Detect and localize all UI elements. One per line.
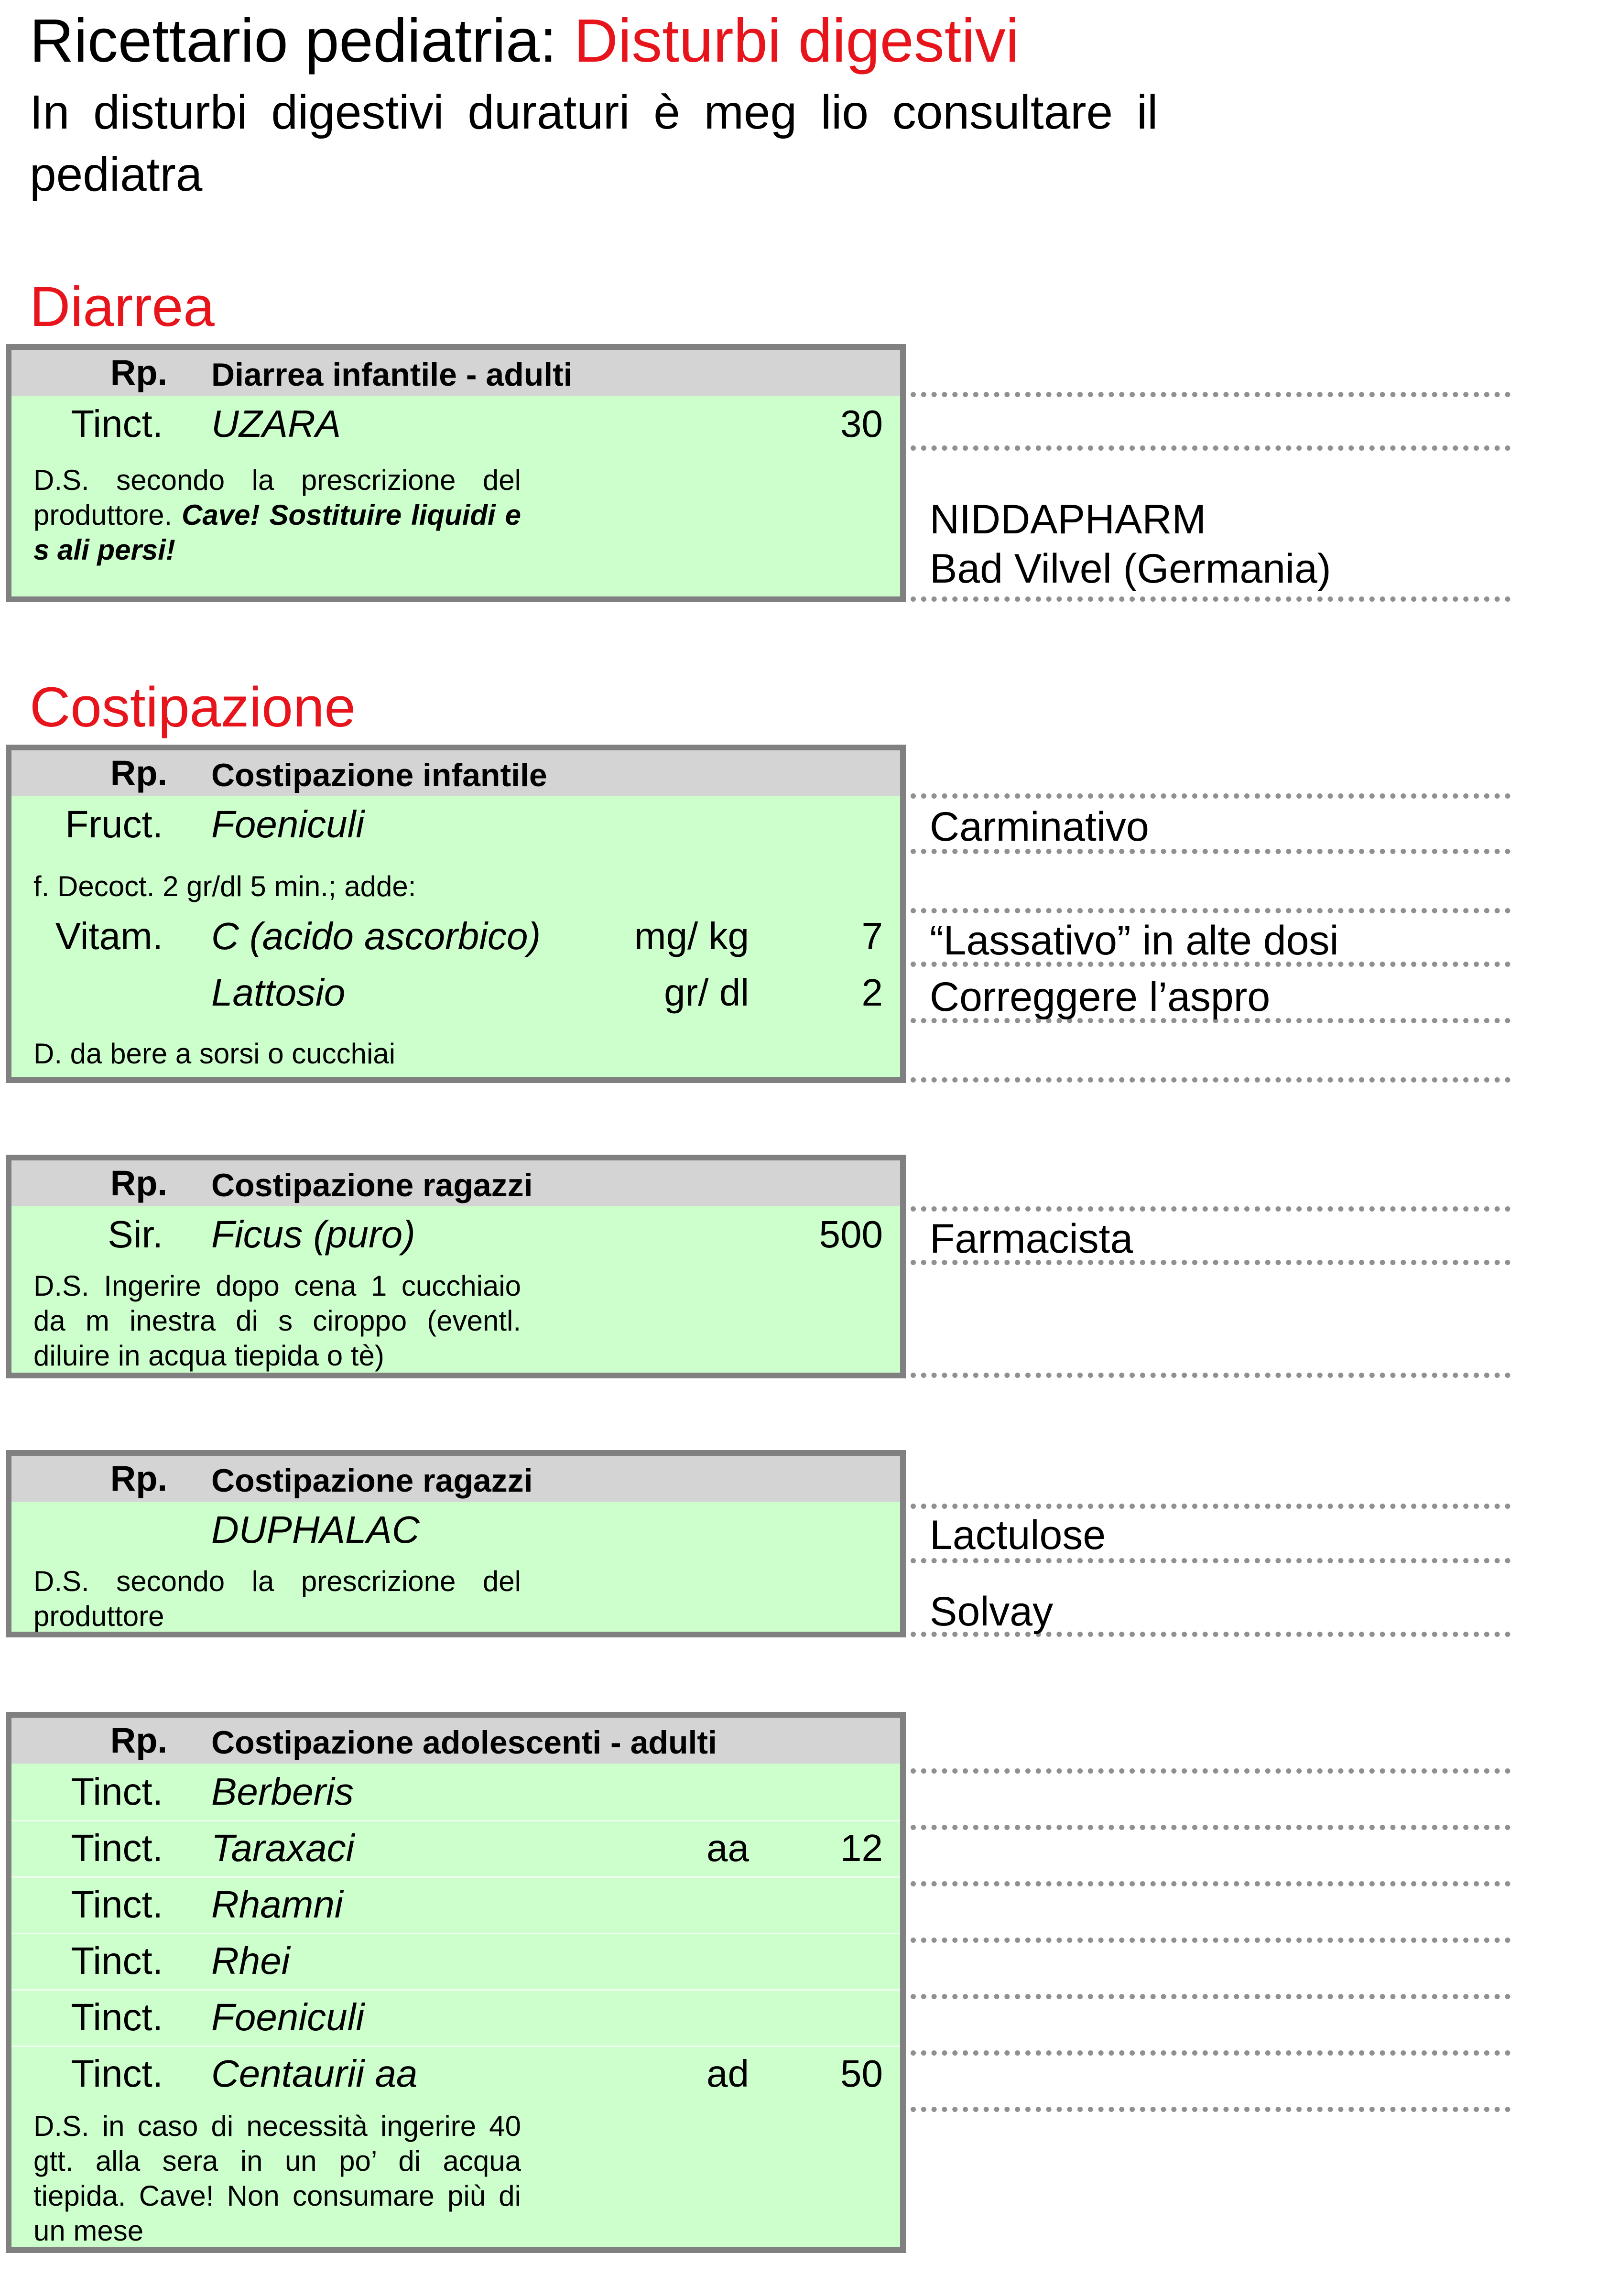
ingredient-form: Tinct. <box>71 1939 163 1982</box>
prescription-box-costipazione-infantile <box>6 745 906 1083</box>
section-heading-diarrea: Diarrea <box>30 275 215 338</box>
dotted-line <box>911 1504 1510 1509</box>
ingredient-form: Vitam. <box>55 915 163 957</box>
prescription-title: Costipazione adolescenti - adulti <box>211 1724 717 1761</box>
ingredient-quantity: 50 <box>840 2052 883 2095</box>
rp-label: Rp. <box>110 1721 167 1760</box>
dosage-note-text: D.S. secondo la prescrizione del produttore. <box>33 464 521 531</box>
side-note-carminative: Carminativo <box>930 804 1149 850</box>
dotted-line <box>911 2050 1510 2056</box>
prescription-box-costipazione-ragazzi-1 <box>6 1155 906 1378</box>
ingredient-name: DUPHALAC <box>211 1508 420 1551</box>
dotted-line <box>911 1206 1510 1212</box>
side-note-active-ingredient: Lactulose <box>930 1512 1106 1558</box>
side-note-laxative: “Lassativo” in alte dosi <box>930 918 1339 964</box>
side-note-taste: Correggere l’aspro <box>930 974 1271 1020</box>
page-title-topic: Disturbi digestivi <box>574 7 1020 75</box>
dotted-line <box>911 392 1510 397</box>
ingredient-name: Centaurii aa <box>211 2052 418 2095</box>
dosage-note: D.S. secondo la prescrizione del produttore <box>33 1565 521 1632</box>
side-note-manufacturer: Solvay <box>930 1589 1054 1635</box>
ingredient-row <box>11 1933 900 1991</box>
prescription-header <box>11 750 900 796</box>
section-heading-costipazione: Costipazione <box>30 676 356 739</box>
rp-label: Rp. <box>110 353 167 392</box>
ingredient-name: Berberis <box>211 1770 354 1813</box>
prescription-box-costipazione-ragazzi-2 <box>6 1450 906 1637</box>
ingredient-form: Tinct. <box>71 2052 163 2095</box>
ingredient-quantity: 12 <box>840 1827 883 1869</box>
ingredient-row <box>11 1876 900 1934</box>
ingredient-row <box>11 796 900 853</box>
dotted-line <box>911 1825 1510 1830</box>
prescription-box-costipazione-adolescenti <box>6 1712 906 2253</box>
prescription-box-diarrea <box>6 344 906 602</box>
ingredient-unit: gr/ dl <box>664 971 749 1014</box>
ingredient-name: Lattosio <box>211 971 346 1014</box>
dotted-line <box>911 596 1510 602</box>
dosage-note: D. da bere a sorsi o cucchiai <box>33 1038 396 1070</box>
ingredient-quantity: 30 <box>840 402 883 445</box>
prescription-title: Costipazione ragazzi <box>211 1167 533 1203</box>
ingredient-name: Foeniculi <box>211 803 365 845</box>
dotted-line <box>911 445 1510 451</box>
ingredient-form: Tinct. <box>71 1827 163 1869</box>
ingredient-name: UZARA <box>211 402 341 445</box>
ingredient-row <box>11 1764 900 1821</box>
dotted-line <box>911 1938 1510 1943</box>
rp-label: Rp. <box>110 753 167 793</box>
ingredient-quantity: 7 <box>861 915 883 957</box>
warning-text: Cave! Sostituire liquidi e s ali persi! <box>33 499 521 566</box>
ingredient-name: Rhei <box>211 1939 290 1982</box>
ingredient-unit: mg/ kg <box>634 915 749 957</box>
ingredient-form: Tinct. <box>71 1770 163 1813</box>
ingredient-name: Ficus (puro) <box>211 1213 415 1256</box>
ingredient-quantity: 500 <box>819 1213 883 1256</box>
ingredient-unit: aa <box>706 1827 749 1869</box>
prescription-title: Costipazione infantile <box>211 757 547 793</box>
dosage-note: D.S. Ingerire dopo cena 1 cucchiaio da m inestra di s ciroppo (eventl. diluire in acqua tiepida o tè) <box>33 1270 521 1372</box>
ingredient-row <box>11 1820 900 1878</box>
side-note-pharmacist: Farmacista <box>930 1216 1133 1262</box>
ingredient-form: Tinct. <box>71 402 163 445</box>
page-subtitle: In disturbi digestivi duraturi è meg lio consultare il pediatra <box>30 86 1158 201</box>
rp-label: Rp. <box>110 1163 167 1203</box>
prescription-title: Diarrea infantile - adulti <box>211 357 573 393</box>
dotted-line <box>911 1994 1510 1999</box>
dotted-line <box>911 1881 1510 1886</box>
dosage-note <box>33 463 521 567</box>
ingredient-form: Tinct. <box>71 1996 163 2038</box>
prescription-header <box>11 350 900 396</box>
prescription-header <box>11 1718 900 1764</box>
side-note-manufacturer: NIDDAPHARM <box>930 497 1206 542</box>
dosage-note: D.S. in caso di necessità ingerire 40 gtt. alla sera in un po’ di acqua tiepida. Cave! Non consumare più di un mese <box>33 2110 521 2247</box>
ingredient-form: Fruct. <box>65 803 163 845</box>
prescription-header <box>11 1160 900 1206</box>
page-title <box>30 3 1019 79</box>
ingredient-row <box>11 964 900 1021</box>
ingredient-unit: ad <box>706 2052 749 2095</box>
ingredient-form: Tinct. <box>71 1883 163 1926</box>
dotted-line <box>911 1373 1510 1378</box>
ingredient-row <box>11 1206 900 1263</box>
ingredient-row <box>11 1502 900 1558</box>
dotted-line <box>911 908 1510 913</box>
ingredient-name: Taraxaci <box>211 1827 355 1869</box>
ingredient-row <box>11 2046 900 2102</box>
ingredient-row <box>11 1989 900 2047</box>
dotted-line <box>911 2107 1510 2112</box>
ingredient-name: Foeniculi <box>211 1996 365 2038</box>
ingredient-row <box>11 908 900 964</box>
dotted-line <box>911 793 1510 799</box>
ingredient-quantity: 2 <box>861 971 883 1014</box>
preparation-note: f. Decoct. 2 gr/dl 5 min.; adde: <box>33 870 416 902</box>
dotted-line <box>911 1077 1510 1083</box>
ingredient-row <box>11 396 900 452</box>
ingredient-name: C (acido ascorbico) <box>211 915 541 957</box>
rp-label: Rp. <box>110 1459 167 1498</box>
ingredient-form: Sir. <box>108 1213 163 1256</box>
page-title-main: Ricettario pediatria: <box>30 7 557 75</box>
prescription-title: Costipazione ragazzi <box>211 1462 533 1499</box>
ingredient-name: Rhamni <box>211 1883 343 1926</box>
side-note-location: Bad Vilvel (Germania) <box>930 546 1331 592</box>
prescription-header <box>11 1456 900 1502</box>
dotted-line <box>911 1768 1510 1774</box>
